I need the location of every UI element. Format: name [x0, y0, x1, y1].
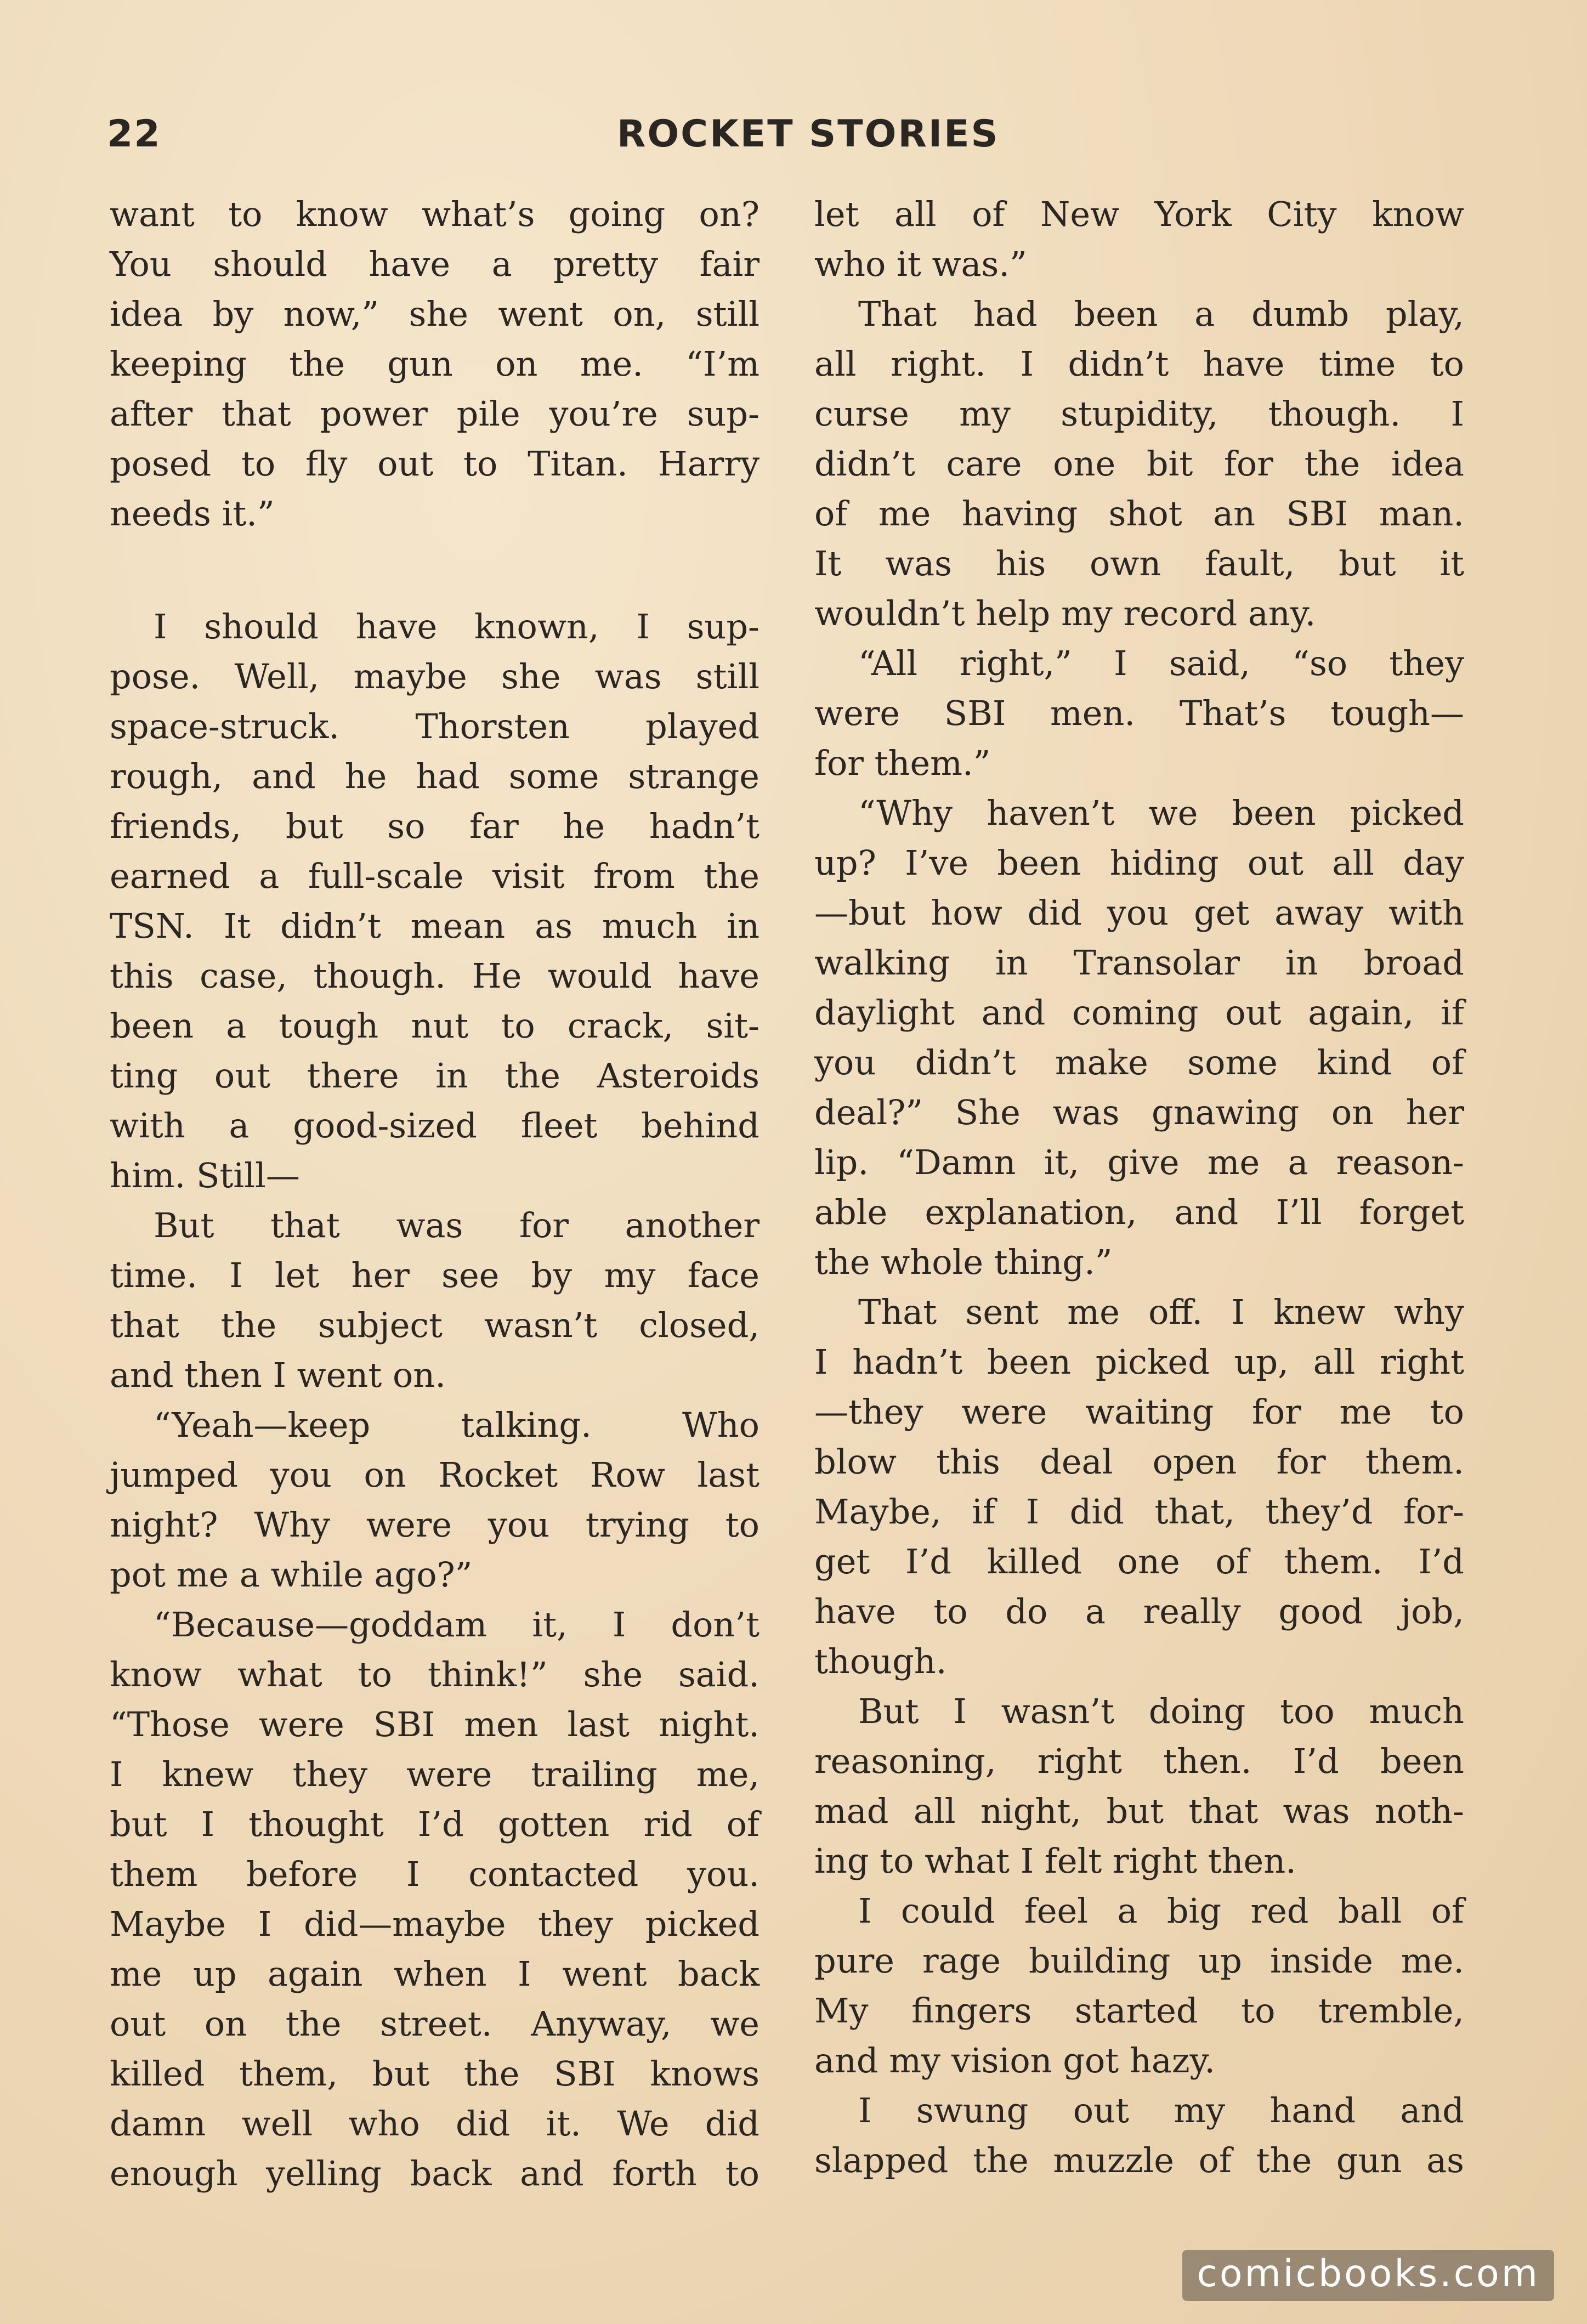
- page-header: [107, 112, 1489, 173]
- running-title: ROCKET STORIES: [617, 112, 1000, 156]
- text-line: It was his own fault, but it: [814, 543, 1464, 583]
- text-line: space-struck. Thorsten played: [110, 706, 760, 746]
- text-line: out on the street. Anyway, we: [110, 2004, 760, 2044]
- text-line: I should have known, I sup-: [154, 606, 760, 647]
- text-line: mad all night, but that was noth-: [814, 1791, 1464, 1831]
- text-line: wouldn’t help my record any.: [814, 593, 1316, 633]
- text-line: But I wasn’t doing too much: [858, 1691, 1464, 1731]
- text-line: me up again when I went back: [110, 1954, 760, 1994]
- text-line: idea by now,” she went on, still: [110, 294, 760, 334]
- text-line: Maybe I did—maybe they picked: [110, 1904, 760, 1944]
- text-line: ing to what I felt right then.: [814, 1841, 1296, 1881]
- right-text-column: [814, 189, 1464, 2185]
- text-line: who it was.”: [814, 244, 1027, 284]
- text-line: have to do a really good job,: [814, 1591, 1464, 1631]
- text-line: all right. I didn’t have time to: [814, 344, 1464, 384]
- text-line: curse my stupidity, though. I: [814, 394, 1464, 434]
- text-line: of me having shot an SBI man.: [814, 494, 1464, 534]
- text-line: but I thought I’d gotten rid of: [110, 1804, 760, 1844]
- text-line: I hadn’t been picked up, all right: [814, 1342, 1464, 1382]
- text-line: “Those were SBI men last night.: [110, 1704, 760, 1744]
- text-line: want to know what’s going on?: [110, 194, 760, 234]
- text-line: been a tough nut to crack, sit-: [110, 1006, 760, 1046]
- text-line: pure rage building up inside me.: [814, 1941, 1464, 1981]
- text-line: up? I’ve been hiding out all day: [814, 843, 1464, 883]
- watermark: comicbooks.com: [1182, 2250, 1554, 2301]
- text-line: get I’d killed one of them. I’d: [814, 1541, 1464, 1582]
- text-line: That had been a dumb play,: [858, 294, 1464, 334]
- text-line: and my vision got hazy.: [814, 2040, 1215, 2081]
- text-line: after that power pile you’re sup-: [110, 394, 760, 434]
- text-line: But that was for another: [154, 1205, 760, 1245]
- text-line: My fingers started to tremble,: [814, 1991, 1464, 2031]
- text-line: didn’t care one bit for the idea: [814, 444, 1464, 484]
- text-line: posed to fly out to Titan. Harry: [110, 444, 760, 484]
- text-line: I could feel a big red ball of: [858, 1891, 1464, 1931]
- text-line: needs it.”: [110, 494, 275, 534]
- text-line: jumped you on Rocket Row last: [110, 1455, 760, 1495]
- text-line: keeping the gun on me. “I’m: [110, 344, 760, 384]
- text-line: “Because—goddam it, I don’t: [154, 1605, 760, 1645]
- text-line: TSN. It didn’t mean as much in: [110, 906, 760, 946]
- text-line: lip. “Damn it, give me a reason-: [814, 1142, 1464, 1182]
- text-line: I knew they were trailing me,: [110, 1754, 760, 1794]
- text-line: blow this deal open for them.: [814, 1442, 1464, 1482]
- text-line: Maybe, if I did that, they’d for-: [814, 1492, 1464, 1532]
- text-line: know what to think!” she said.: [110, 1654, 760, 1694]
- text-line: daylight and coming out again, if: [814, 993, 1464, 1033]
- text-line: “Yeah—keep talking. Who: [154, 1405, 760, 1445]
- text-line: pose. Well, maybe she was still: [110, 656, 760, 696]
- text-line: them before I contacted you.: [110, 1854, 760, 1894]
- text-line: —they were waiting for me to: [814, 1392, 1464, 1432]
- text-line: You should have a pretty fair: [110, 244, 760, 284]
- text-line: this case, though. He would have: [110, 956, 760, 996]
- text-line: you didn’t make some kind of: [814, 1042, 1464, 1082]
- text-line: for them.”: [814, 743, 991, 783]
- text-line: though.: [814, 1641, 947, 1681]
- text-line: that the subject wasn’t closed,: [110, 1305, 760, 1345]
- text-line: slapped the muzzle of the gun as: [814, 2140, 1464, 2180]
- text-line: him. Still—: [110, 1155, 300, 1195]
- left-text-column: [110, 189, 760, 2198]
- text-line: —but how did you get away with: [814, 893, 1464, 933]
- text-line: let all of New York City know: [814, 194, 1464, 234]
- text-line: time. I let her see by my face: [110, 1255, 760, 1295]
- text-line: reasoning, right then. I’d been: [814, 1741, 1464, 1781]
- text-line: were SBI men. That’s tough—: [814, 693, 1464, 733]
- text-line: damn well who did it. We did: [110, 2104, 760, 2144]
- paragraph-gap: [110, 539, 760, 602]
- page-number: 22: [107, 112, 161, 156]
- text-line: enough yelling back and forth to: [110, 2153, 760, 2193]
- text-line: rough, and he had some strange: [110, 756, 760, 796]
- text-line: “Why haven’t we been picked: [858, 793, 1464, 833]
- text-line: That sent me off. I knew why: [858, 1292, 1464, 1332]
- text-line: pot me a while ago?”: [110, 1555, 473, 1595]
- text-line: “All right,” I said, “so they: [858, 643, 1464, 683]
- text-line: with a good-sized fleet behind: [110, 1106, 760, 1146]
- text-line: friends, but so far he hadn’t: [110, 806, 760, 846]
- text-line: I swung out my hand and: [858, 2090, 1464, 2130]
- text-line: earned a full-scale visit from the: [110, 856, 760, 896]
- text-line: ting out there in the Asteroids: [110, 1056, 760, 1096]
- text-line: deal?” She was gnawing on her: [814, 1092, 1464, 1132]
- text-line: the whole thing.”: [814, 1242, 1113, 1282]
- text-line: walking in Transolar in broad: [814, 943, 1464, 983]
- text-line: and then I went on.: [110, 1355, 446, 1395]
- text-line: able explanation, and I’ll forget: [814, 1192, 1464, 1232]
- text-line: killed them, but the SBI knows: [110, 2054, 760, 2094]
- text-line: night? Why were you trying to: [110, 1505, 760, 1545]
